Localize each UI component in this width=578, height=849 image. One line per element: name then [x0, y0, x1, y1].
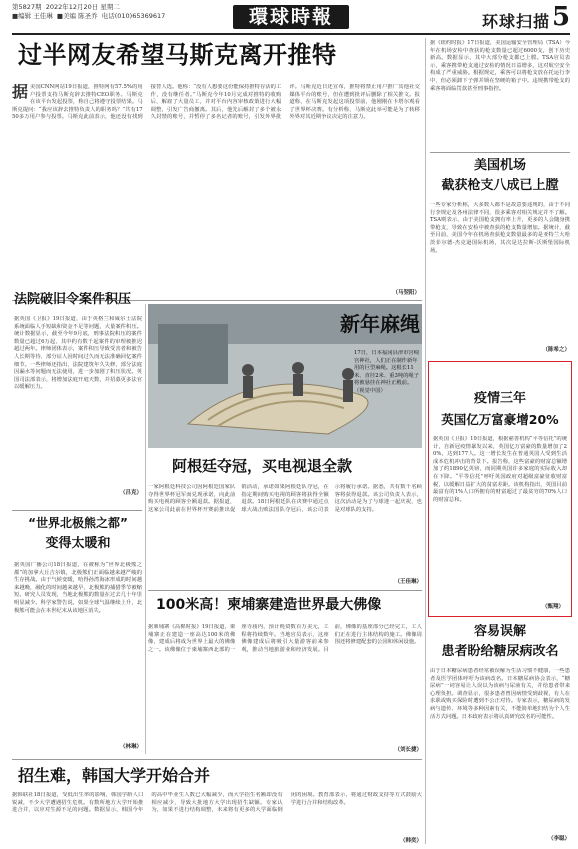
diabetes-headline-1: 容易误解 [473, 624, 526, 639]
airport-headline-2: 截获枪支八成已上膛 [441, 178, 559, 193]
masthead-rule [12, 33, 570, 35]
page-number: 5 [552, 4, 571, 32]
northpole-headline-2: 变得太暖和 [45, 536, 111, 551]
cambodia-signature: （刘长捷） [394, 747, 422, 753]
court-headline: 法院破旧令案件积压 [14, 292, 132, 307]
wealth-headline-1: 疫情三年 [473, 391, 526, 406]
divider [12, 510, 142, 511]
lead-body-text: 美国CNN网站19日报道，推特网有57.5%的用户投票支持马斯克辞去推特CEO职务。马斯克在该平台发起投票，称自己将遵守投票结果。马斯克提问：“我应该辞去推特负责人的职务吗？”共有1750多万用户参与投票。马斯克此前表示，他还没有找到接替人选。他称：“没有人想要这份能保持推特存活的工作，没有继任者。”马斯克今年10月完成对推特的收购后，解雇了大量员工，并对平台内容审核政策进行大幅调整，引发广告商撤离。其后，他先后解封了多个被永久封禁的账号，并暂停了多名记者的账号，引发外界批评。马斯克近日还宣布，推特将禁止用户推广其他社交媒体平台的账号，但在遭到批评后删除了相关推文。报道称，在马斯克发起这项投票前，他刚刚在卡塔尔观看了世界杯决赛。有分析称，马斯克此举可能是为了转移外界对其近期争议决定的注意力。 [12, 84, 420, 121]
cambodia-headline: 100米高！柬埔寨建造世界最大佛像 [156, 597, 382, 613]
northpole-headline-1: “世界北极熊之都” [28, 516, 128, 530]
lead-signature: （马翌阳） [392, 290, 420, 296]
editor-credit: ■编辑 王佳琳 [12, 12, 53, 20]
argentina-signature: （王佳琳） [394, 579, 422, 585]
diabetes-headline-2: 患者盼给糖尿病改名 [441, 644, 559, 659]
airport-signature: （陈希之） [542, 347, 570, 353]
issue-date: 2022年12月20日 星期二 [45, 3, 120, 11]
korea-signature: （韩奕） [399, 838, 422, 844]
cambodia-body: 据柬埔寨《高棉时报》19日报道，柬埔寨正在建造一座高达100米的佛像，建成后将成为世界上最大的佛像之一。该佛像位于柬埔寨西北部的一座寺庙内，预计耗资数百万美元，工程将持续数年。当地官员表示，这座佛像建成后将吸引大量游客前来参观，推动当地旅游业和经济发展。目前，佛像的基座部分已经完工，工人们正在进行主体结构的施工。佛像周围还将修建配套的公园和休闲设施。 [148, 624, 422, 653]
argentina-headline: 阿根廷夺冠，买电视退全款 [172, 457, 353, 475]
rope-headline: 新年麻绳 [340, 312, 420, 336]
northpole-signature: （林琳） [119, 744, 142, 750]
section-column-name: 环球扫描 [481, 12, 550, 29]
airport-headline-1: 美国机场 [473, 158, 526, 173]
column-divider [145, 304, 146, 754]
designer-credit: ■美编 陈圣乔 [56, 12, 98, 20]
diabetes-signature: （李聪） [547, 836, 570, 842]
column-divider [425, 38, 426, 844]
airport-body: 一些专家分析称，大多数人都不是故意要违规的，由于不同行李规定及各州法律不同，很多乘客对相关规定并不了解。TSA则表示，由于美国枪支拥有率上升，更多的人会随身携带枪支，导致在安检中被查获的枪支数量增加。据统计，截至目前，美国今年在机场查获枪支数量最多的是亚特兰大哈茨菲尔德-杰克逊国际机场，其次是达拉斯-沃斯堡国际机场。 [430, 202, 570, 254]
divider [12, 759, 422, 760]
tsa-intro-body: 据《纽约时报》17日报道，美国运输安全管理局（TSA）今年在机场安检中查获的枪支数量已超过6000支，创下历史新高。数据显示，其中大部分枪支都已上膛。TSA官员表示，乘客携带枪支通过安检的情况日益增多，这对航空安全构成了严重威胁。根据规定，乘客可以将枪支放在托运行李中，但必须卸下子弹并锁在坚硬的箱子中。违规携带枪支的乘客将面临罚款甚至刑事指控。 [430, 40, 570, 92]
wealth-signature: （甄翔） [541, 604, 564, 610]
phone-number: 电话(010)65369617 [101, 12, 166, 20]
wealth-body: 据英国《卫报》19日报道，根据慈善机构“平等信托”的统计，自新冠疫情暴发以来，英国亿万富豪的数量增加了20%，达到177人。这一增长发生在普通英国人受到生活成本危机冲击的背景下。报告称，这些富豪的财富总额增加了约1890亿英镑，而同期英国许多家庭的实际收入却在下降。“平等信托”呼吁英国政府对超级富豪征收财富税，以缓解日益扩大的贫富差距。该机构指出，英国目前最富有的1%人口所拥有的财富超过了最贫穷的70%人口的财富总和。 [433, 436, 567, 503]
newspaper-logo: 環球時報 [233, 5, 349, 29]
korea-headline: 招生难，韩国大学开始合并 [18, 766, 211, 785]
diabetes-body: 由于日本糖尿病患者经常被误解为生活习惯不健康，一些患者及医学团体呼吁为该病改名。日本糖尿病协会表示，“糖尿病”一词容易让人误以为该病与尿液有关，并给患者带来心理负担。调查显示，很多患者曾因病情受到歧视，有人在求职或购买保险时遭到不公正对待。专家表示，糖尿病的发病与遗传、环境等多种因素有关，不能简单地归结为个人生活方式问题。日本政府表示将认真研究改名的可能性。 [430, 668, 570, 720]
divider [430, 152, 570, 153]
argentina-body: 一家阿根廷科技公司因阿根廷国家队夺得世界杯冠军而兑现承诺，向此前购买电视的顾客全额退款。据报道，这家公司此前在世界杯开赛前推出促销活动，承诺如果阿根廷队夺冠，在指定期间购买电视的顾客将获得全额退款。18日阿根廷队在决赛中通过点球大战击败法国队夺冠后，该公司表示将履行承诺。据悉，共有数千名顾客将获得退款。该公司负责人表示，这次活动是为了与球迷一起庆祝，也是对球队的支持。 [148, 484, 422, 513]
masthead-info [12, 3, 232, 31]
divider [148, 590, 422, 591]
lead-headline: 过半网友希望马斯克离开推特 [18, 41, 337, 69]
lead-body [12, 84, 420, 289]
northpole-body: 据英国广播公司18日报道，在被称为“世界北极熊之都”的加拿大丘吉尔镇，北极熊们正面临越来越严峻的生存挑战。由于气候变暖，哈得孙湾海冰形成的时间越来越晚，融化的时间越来越早，北极熊的捕猎季节被缩短。研究人员发现，当地北极熊的数量在过去几十年里明显减少。科学家警告说，如果全球气温继续上升，北极熊可能会在本世纪末从该地区消失。 [14, 562, 142, 614]
issue-number: 第5827期 [12, 3, 42, 11]
court-body: 据英国《卫报》19日报道，由于英格兰和威尔士法院系统面临人手短缺和资金不足等问题，大量案件积压。统计数据显示，截至今年9月底，刑事法院积压的案件数量已超过6万起，其中约有数千起案件的审理被推迟超过两年。律师团体表示，案件积压导致受害者和被告人长期等待，部分证人因时间过久而无法准确回忆案件细节。一些律师还指出，法院建筑年久失修，部分法庭因漏水等问题而无法使用，进一步加剧了积压状况。英国司法部表示，将增加法庭开庭天数，并招募更多法官以缓解压力。 [14, 316, 142, 391]
korea-body: 据韩联社18日报道，受低出生率的影响，韩国学龄人口锐减，不少大学遭遇招生危机。有数所地方大学开始推进合并，以应对生源不足的问题。数据显示，韩国今年的高中毕业生人数已大幅减少，而大学招生名额却没有相应减少，导致大批地方大学出现招生缺额。专家认为，如果不进行结构调整，未来将有更多的大学面临倒闭的困境。教育部表示，将通过财政支持等方式鼓励大学进行合并和结构改革。 [12, 792, 422, 814]
wealth-headline-2: 英国亿万富豪增20% [441, 412, 559, 427]
court-signature: （吕克） [119, 490, 142, 496]
lead-dropcap: 据 [12, 84, 29, 101]
rope-caption: 17日，日本福冈县津市宫崎宫神社，人们正在制作新年用的巨型麻绳。这根长11米、直径2米、重3吨的绳子将被悬挂在神社正殿前。（视觉中国） [354, 350, 420, 394]
